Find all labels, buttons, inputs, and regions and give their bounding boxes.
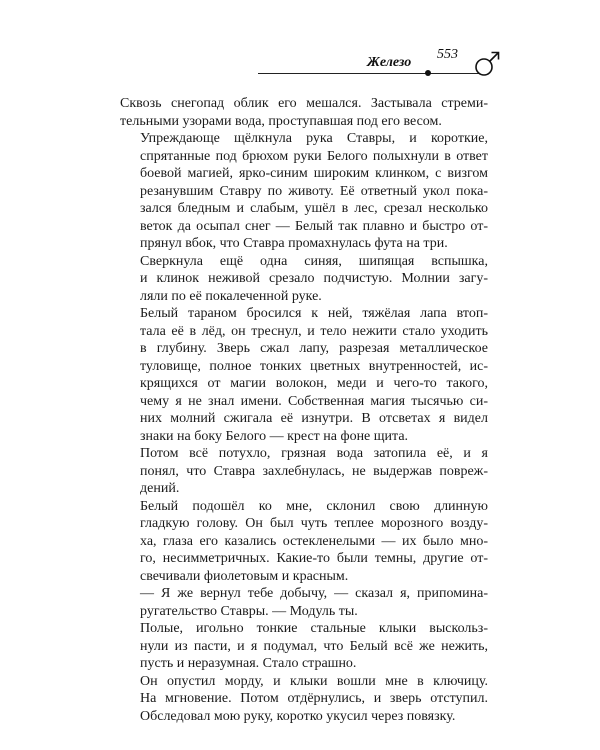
text-line: тала её в лёд, он треснул, и тело нежити стало уходить (140, 323, 488, 339)
paragraph (120, 585, 488, 620)
text-line: и клинок неживой срезало подчистую. Молнии загу- (140, 271, 488, 286)
text-line: туловище, полное тонких цветных внутренностей, ис- (140, 358, 488, 374)
text-line: в глубину. Зверь сжал лапу, разрезая металлическое (140, 341, 488, 356)
paragraph (120, 498, 488, 586)
header-rule (258, 73, 480, 74)
text-line: тельными узорами вода, проступавшая под его весом. (120, 113, 442, 129)
paragraph (120, 253, 488, 306)
text-line: Белый подошёл ко мне, склонил свою длинную (140, 498, 488, 514)
text-line: — Я же вернул тебе добычу, — сказал я, припомина- (140, 586, 488, 601)
text-line: дений. (140, 481, 180, 496)
page-header (0, 0, 600, 90)
text-line: Обследовал мою руку, коротко укусил через повязку. (140, 708, 456, 724)
paragraph (120, 130, 488, 253)
text-line: нули из пасти, и я подумал, что Белый всё же нежить, (140, 638, 488, 654)
paragraph (120, 305, 488, 445)
page-number: 553 (437, 47, 458, 62)
text-line: гладкую голову. Он был чуть теплее морозного возду- (140, 516, 488, 531)
paragraph (120, 620, 488, 673)
text-line: понял, что Ставра захлебнулась, не выдержав повреж- (140, 463, 488, 479)
text-line: На мгновение. Потом отдёрнулись, и зверь отступил. (140, 691, 488, 706)
text-line: пусть и неразумная. Стало страшно. (140, 656, 357, 671)
text-line: ляли по её покалеченной руке. (140, 288, 322, 304)
text-line: знаки на боку Белого — крест на фоне щита. (140, 428, 409, 444)
text-line: Он опустил морду, и клыки вошли мне в ключицу. (140, 673, 488, 689)
header-dot (425, 70, 431, 76)
text-line: Сквозь снегопад облик его мешался. Застывала стреми- (120, 96, 488, 111)
text-line: прянул вбок, что Ставра промахнулась фута на три. (140, 236, 448, 251)
text-line: Полые, игольно тонкие стальные клыки выскольз- (140, 621, 488, 636)
running-title: Железо (367, 55, 412, 70)
text-line: свечивали фиолетовым и красным. (140, 568, 349, 584)
text-line: них молний сжигала её изнутри. В отсветах я видел (140, 411, 488, 426)
text-line: боевой магией, ярко-синим широким клинком, с визгом (140, 166, 488, 181)
text-line: ха, глаза его казались остекленелыми — их было мно- (140, 533, 488, 549)
male-symbol-icon (473, 46, 503, 80)
text-line: Потом всё потухло, грязная вода затопила её, и я (140, 446, 488, 461)
paragraph (120, 445, 488, 498)
text-line: ругательство Ставры. — Модуль ты. (140, 603, 358, 619)
text-line: крящихся от магии волокон, меди и чего-то такого, (140, 376, 488, 391)
body-text (120, 95, 488, 725)
text-line: Сверкнула ещё одна синяя, шипящая вспышка, (140, 253, 488, 269)
paragraph (120, 673, 488, 726)
text-line: зался бледным и слабым, ушёл в лес, срезал несколько (140, 201, 488, 216)
text-line: резанувшим Ставру по животу. Её ответный укол пока- (140, 183, 488, 199)
text-line: веток да осыпал снег — Белый так плавно и быстро от- (140, 218, 488, 234)
text-line: Упреждающе щёлкнула рука Ставры, и короткие, (140, 131, 488, 146)
text-line: чему я не знал имени. Собственная магия тысячью си- (140, 393, 488, 409)
text-line: го, несимметричных. Какие-то были темны, другие от- (140, 551, 488, 566)
text-line: Белый тараном бросился к ней, тяжёлая лапа втоп- (140, 306, 488, 321)
text-line: спрятанные под брюхом руки Белого полыхнули в ответ (140, 148, 488, 164)
paragraph (120, 95, 488, 130)
